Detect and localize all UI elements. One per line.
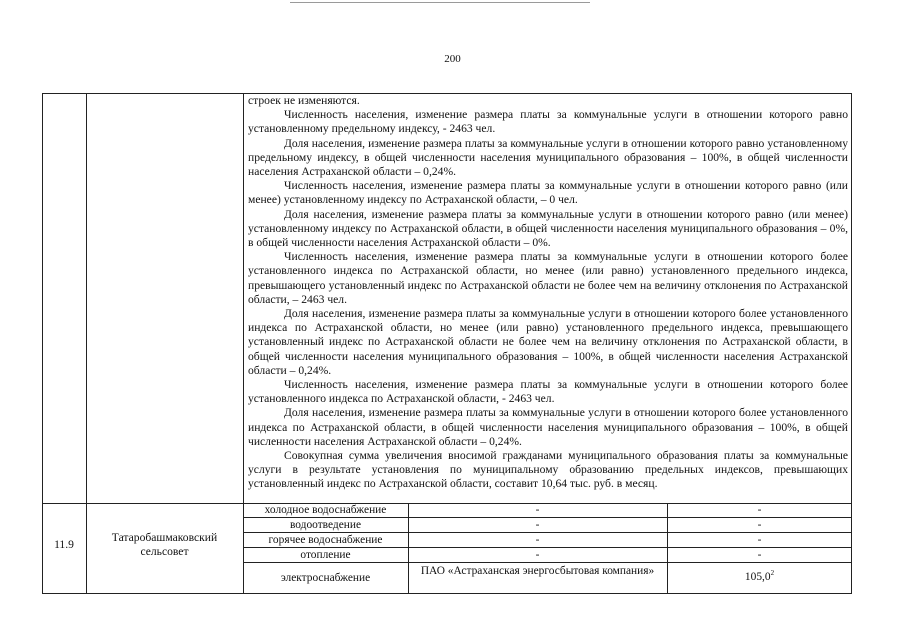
paragraph: Доля населения, изменение размера платы за коммунальные услуги в отношении которого более установленного индекса по Астраханской области, но менее (или равно) установленного предельного индекса, превышающего установленный индекс по Астраханской области не более чем на величину отклонения по Астраханской области, в общей численности населения муниципального образования – 100%, в общей численности населения Астраханской области – 0,24%.	[248, 307, 848, 377]
service-name: горячее водоснабжение	[268, 534, 383, 546]
service-value: -	[757, 549, 762, 561]
service-value-number: 105,0	[744, 571, 771, 583]
row-number: 11.9	[54, 538, 74, 551]
service-value: -	[757, 519, 762, 531]
page-number: 200	[444, 53, 461, 65]
paragraph: Численность населения, изменение размера платы за коммунальные услуги в отношении которого равно установленному предельному индексу, - 2463 чел.	[248, 108, 848, 136]
settlement-name-line: сельсовет	[140, 545, 189, 558]
row-separator	[243, 532, 852, 533]
paragraph: Совокупная сумма увеличения вносимой гражданами муниципального образования платы за коммунальные услуги в результате установления по муниципальному образованию предельных индексов, превышающих установленный индекс по Астраханской области, составит 10,64 тыс. руб. в месяц.	[248, 449, 848, 491]
provider-name: -	[535, 504, 540, 516]
paragraph: Численность населения, изменение размера платы за коммунальные услуги в отношении которого более установленного индекса по Астраханской области, - 2463 чел.	[248, 378, 848, 406]
settlement-name-line: Татаробашмаковский	[111, 531, 218, 544]
col-divider-number	[86, 93, 87, 594]
paragraph: Доля населения, изменение размера платы за коммунальные услуги в отношении которого более установленного индекса по Астраханской области, в общей численности населения муниципального образования – 100%, в общей численности населения Астраханской области – 0,24%.	[248, 406, 848, 448]
service-name: отопление	[300, 549, 351, 561]
provider-name: -	[535, 534, 540, 546]
service-name: холодное водоснабжение	[264, 504, 387, 516]
service-name: водоотведение	[290, 519, 361, 531]
footnote-mark: 2	[770, 569, 775, 578]
settlement-name	[86, 531, 243, 559]
service-name: электроснабжение	[280, 572, 371, 584]
row-separator	[243, 517, 852, 518]
provider-name: -	[535, 549, 540, 561]
service-value	[667, 571, 852, 584]
provider-name: ПАО «Астраханская энергосбытовая компания»	[420, 565, 655, 577]
paragraph: Численность населения, изменение размера платы за коммунальные услуги в отношении которого более установленного индекса по Астраханской области, но менее (или равно) установленного предельного индекса, превышающего установленный индекс по Астраханской области не более чем на величину отклонения по Астраханской области, – 2463 чел.	[248, 250, 848, 306]
paragraph: Численность населения, изменение размера платы за коммунальные услуги в отношении которого равно (или менее) установленному индексу по Астраханской области, – 0 чел.	[248, 179, 848, 207]
paragraph: Доля населения, изменение размера платы за коммунальные услуги в отношении которого равно (или менее) установленному индексу по Астраханской области, в общей численности населения муниципального образования – 0%, в общей численности населения Астраханской области – 0%.	[248, 207, 848, 250]
service-value: -	[757, 534, 762, 546]
service-value: -	[757, 504, 762, 516]
row-separator	[243, 562, 852, 563]
row-separator	[243, 547, 852, 548]
provider-name: -	[535, 519, 540, 531]
paragraph: строек не изменяются.	[248, 94, 360, 107]
top-rule	[290, 2, 590, 3]
text-block	[248, 94, 848, 492]
paragraph: Доля населения, изменение размера платы за коммунальные услуги в отношении которого равно установленному предельному индексу, в общей численности населения муниципального образования – 100%, в общей численности населения Астраханской области – 0,24%.	[248, 136, 848, 179]
